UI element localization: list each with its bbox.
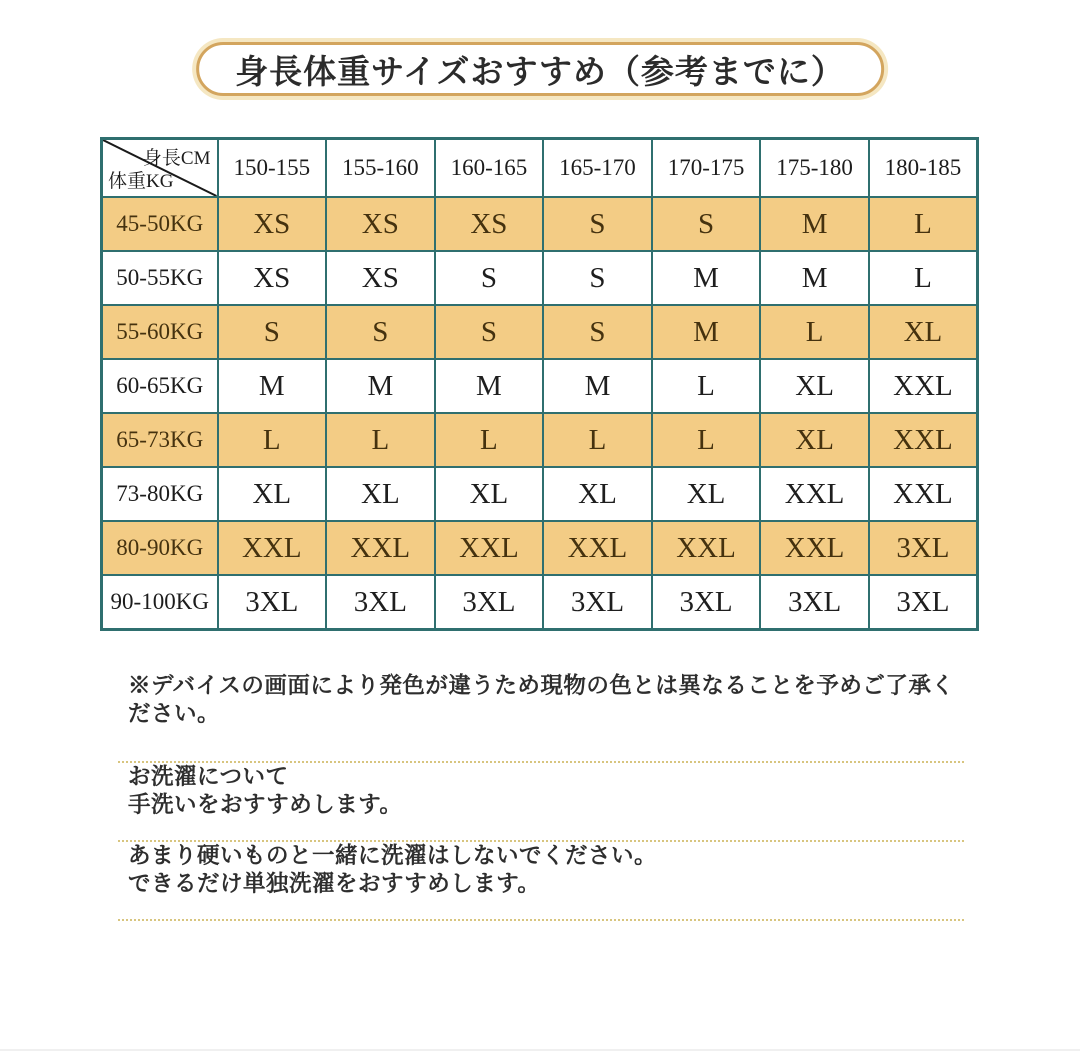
size-cell: 3XL	[869, 521, 978, 575]
height-header-cell: 150-155	[218, 139, 327, 198]
size-cell: M	[760, 251, 869, 305]
size-cell: L	[326, 413, 435, 467]
size-chart-table	[100, 137, 979, 631]
size-cell: XXL	[543, 521, 652, 575]
size-cell: L	[218, 413, 327, 467]
dotted-divider-3	[118, 919, 964, 921]
size-cell: XL	[760, 413, 869, 467]
weight-row-label: 55-60KG	[102, 305, 218, 359]
size-cell: XL	[326, 467, 435, 521]
size-cell: XS	[326, 197, 435, 251]
weight-row-label: 45-50KG	[102, 197, 218, 251]
size-cell: 3XL	[435, 575, 544, 630]
table-row	[102, 251, 978, 305]
size-cell: S	[652, 197, 761, 251]
weight-row-label: 60-65KG	[102, 359, 218, 413]
size-cell: S	[543, 197, 652, 251]
size-cell: M	[543, 359, 652, 413]
table-row	[102, 575, 978, 630]
size-cell: XXL	[652, 521, 761, 575]
weight-row-label: 65-73KG	[102, 413, 218, 467]
size-cell: XS	[218, 197, 327, 251]
size-cell: L	[543, 413, 652, 467]
size-cell: XXL	[869, 359, 978, 413]
size-cell: XL	[435, 467, 544, 521]
table-row	[102, 197, 978, 251]
size-cell: M	[760, 197, 869, 251]
size-cell: M	[652, 305, 761, 359]
size-cell: L	[869, 197, 978, 251]
corner-weight-label: 体重KG	[108, 171, 174, 192]
size-cell: XL	[652, 467, 761, 521]
height-header-cell: 175-180	[760, 139, 869, 198]
size-cell: XXL	[760, 521, 869, 575]
size-cell: 3XL	[218, 575, 327, 630]
size-cell: XL	[760, 359, 869, 413]
size-cell: L	[869, 251, 978, 305]
size-cell: S	[543, 305, 652, 359]
weight-row-label: 73-80KG	[102, 467, 218, 521]
size-cell: XS	[218, 251, 327, 305]
size-cell: 3XL	[760, 575, 869, 630]
size-table-body	[102, 197, 978, 630]
size-cell: 3XL	[326, 575, 435, 630]
corner-height-label: 身長CM	[142, 148, 211, 169]
size-cell: S	[435, 305, 544, 359]
height-header-cell: 155-160	[326, 139, 435, 198]
size-cell: L	[652, 359, 761, 413]
size-cell: S	[543, 251, 652, 305]
size-cell: 3XL	[869, 575, 978, 630]
size-cell: XS	[435, 197, 544, 251]
weight-row-label: 50-55KG	[102, 251, 218, 305]
table-row	[102, 305, 978, 359]
size-cell: L	[760, 305, 869, 359]
size-cell: L	[435, 413, 544, 467]
page-title	[196, 42, 884, 96]
table-row	[102, 359, 978, 413]
table-row	[102, 521, 978, 575]
size-cell: 3XL	[543, 575, 652, 630]
size-cell: M	[326, 359, 435, 413]
size-cell: XXL	[435, 521, 544, 575]
size-cell: XXL	[760, 467, 869, 521]
washing-recommendation: 手洗いをおすすめします。	[128, 792, 403, 817]
size-cell: XXL	[218, 521, 327, 575]
weight-row-label: 80-90KG	[102, 521, 218, 575]
height-header-cell: 165-170	[543, 139, 652, 198]
device-color-note: ※デバイスの画面により発色が違うため現物の色とは異なることを予めご了承ください。	[128, 673, 955, 726]
notes-section	[118, 672, 964, 921]
size-cell: S	[326, 305, 435, 359]
size-cell: 3XL	[652, 575, 761, 630]
size-cell: XXL	[869, 467, 978, 521]
washing-warning-2: できるだけ単独洗濯をおすすめします。	[128, 871, 541, 896]
page-title-text: 身長体重サイズおすすめ（参考までに）	[235, 54, 845, 91]
size-cell: XL	[543, 467, 652, 521]
table-row	[102, 413, 978, 467]
washing-warning-1: あまり硬いものと一緒に洗濯はしないでください。	[128, 843, 658, 868]
height-header-cell: 180-185	[869, 139, 978, 198]
size-cell: S	[218, 305, 327, 359]
height-header-cell: 160-165	[435, 139, 544, 198]
size-cell: XS	[326, 251, 435, 305]
size-cell: XL	[869, 305, 978, 359]
size-cell: M	[435, 359, 544, 413]
size-cell: XXL	[869, 413, 978, 467]
size-cell: S	[435, 251, 544, 305]
size-cell: XL	[218, 467, 327, 521]
size-cell: L	[652, 413, 761, 467]
page-bottom-divider	[0, 1049, 1080, 1051]
table-header-row	[102, 139, 978, 198]
weight-row-label: 90-100KG	[102, 575, 218, 630]
washing-title: お洗濯について	[128, 764, 289, 789]
size-cell: M	[652, 251, 761, 305]
height-header-cell: 170-175	[652, 139, 761, 198]
table-row	[102, 467, 978, 521]
size-cell: M	[218, 359, 327, 413]
corner-cell	[102, 139, 218, 198]
size-cell: XXL	[326, 521, 435, 575]
